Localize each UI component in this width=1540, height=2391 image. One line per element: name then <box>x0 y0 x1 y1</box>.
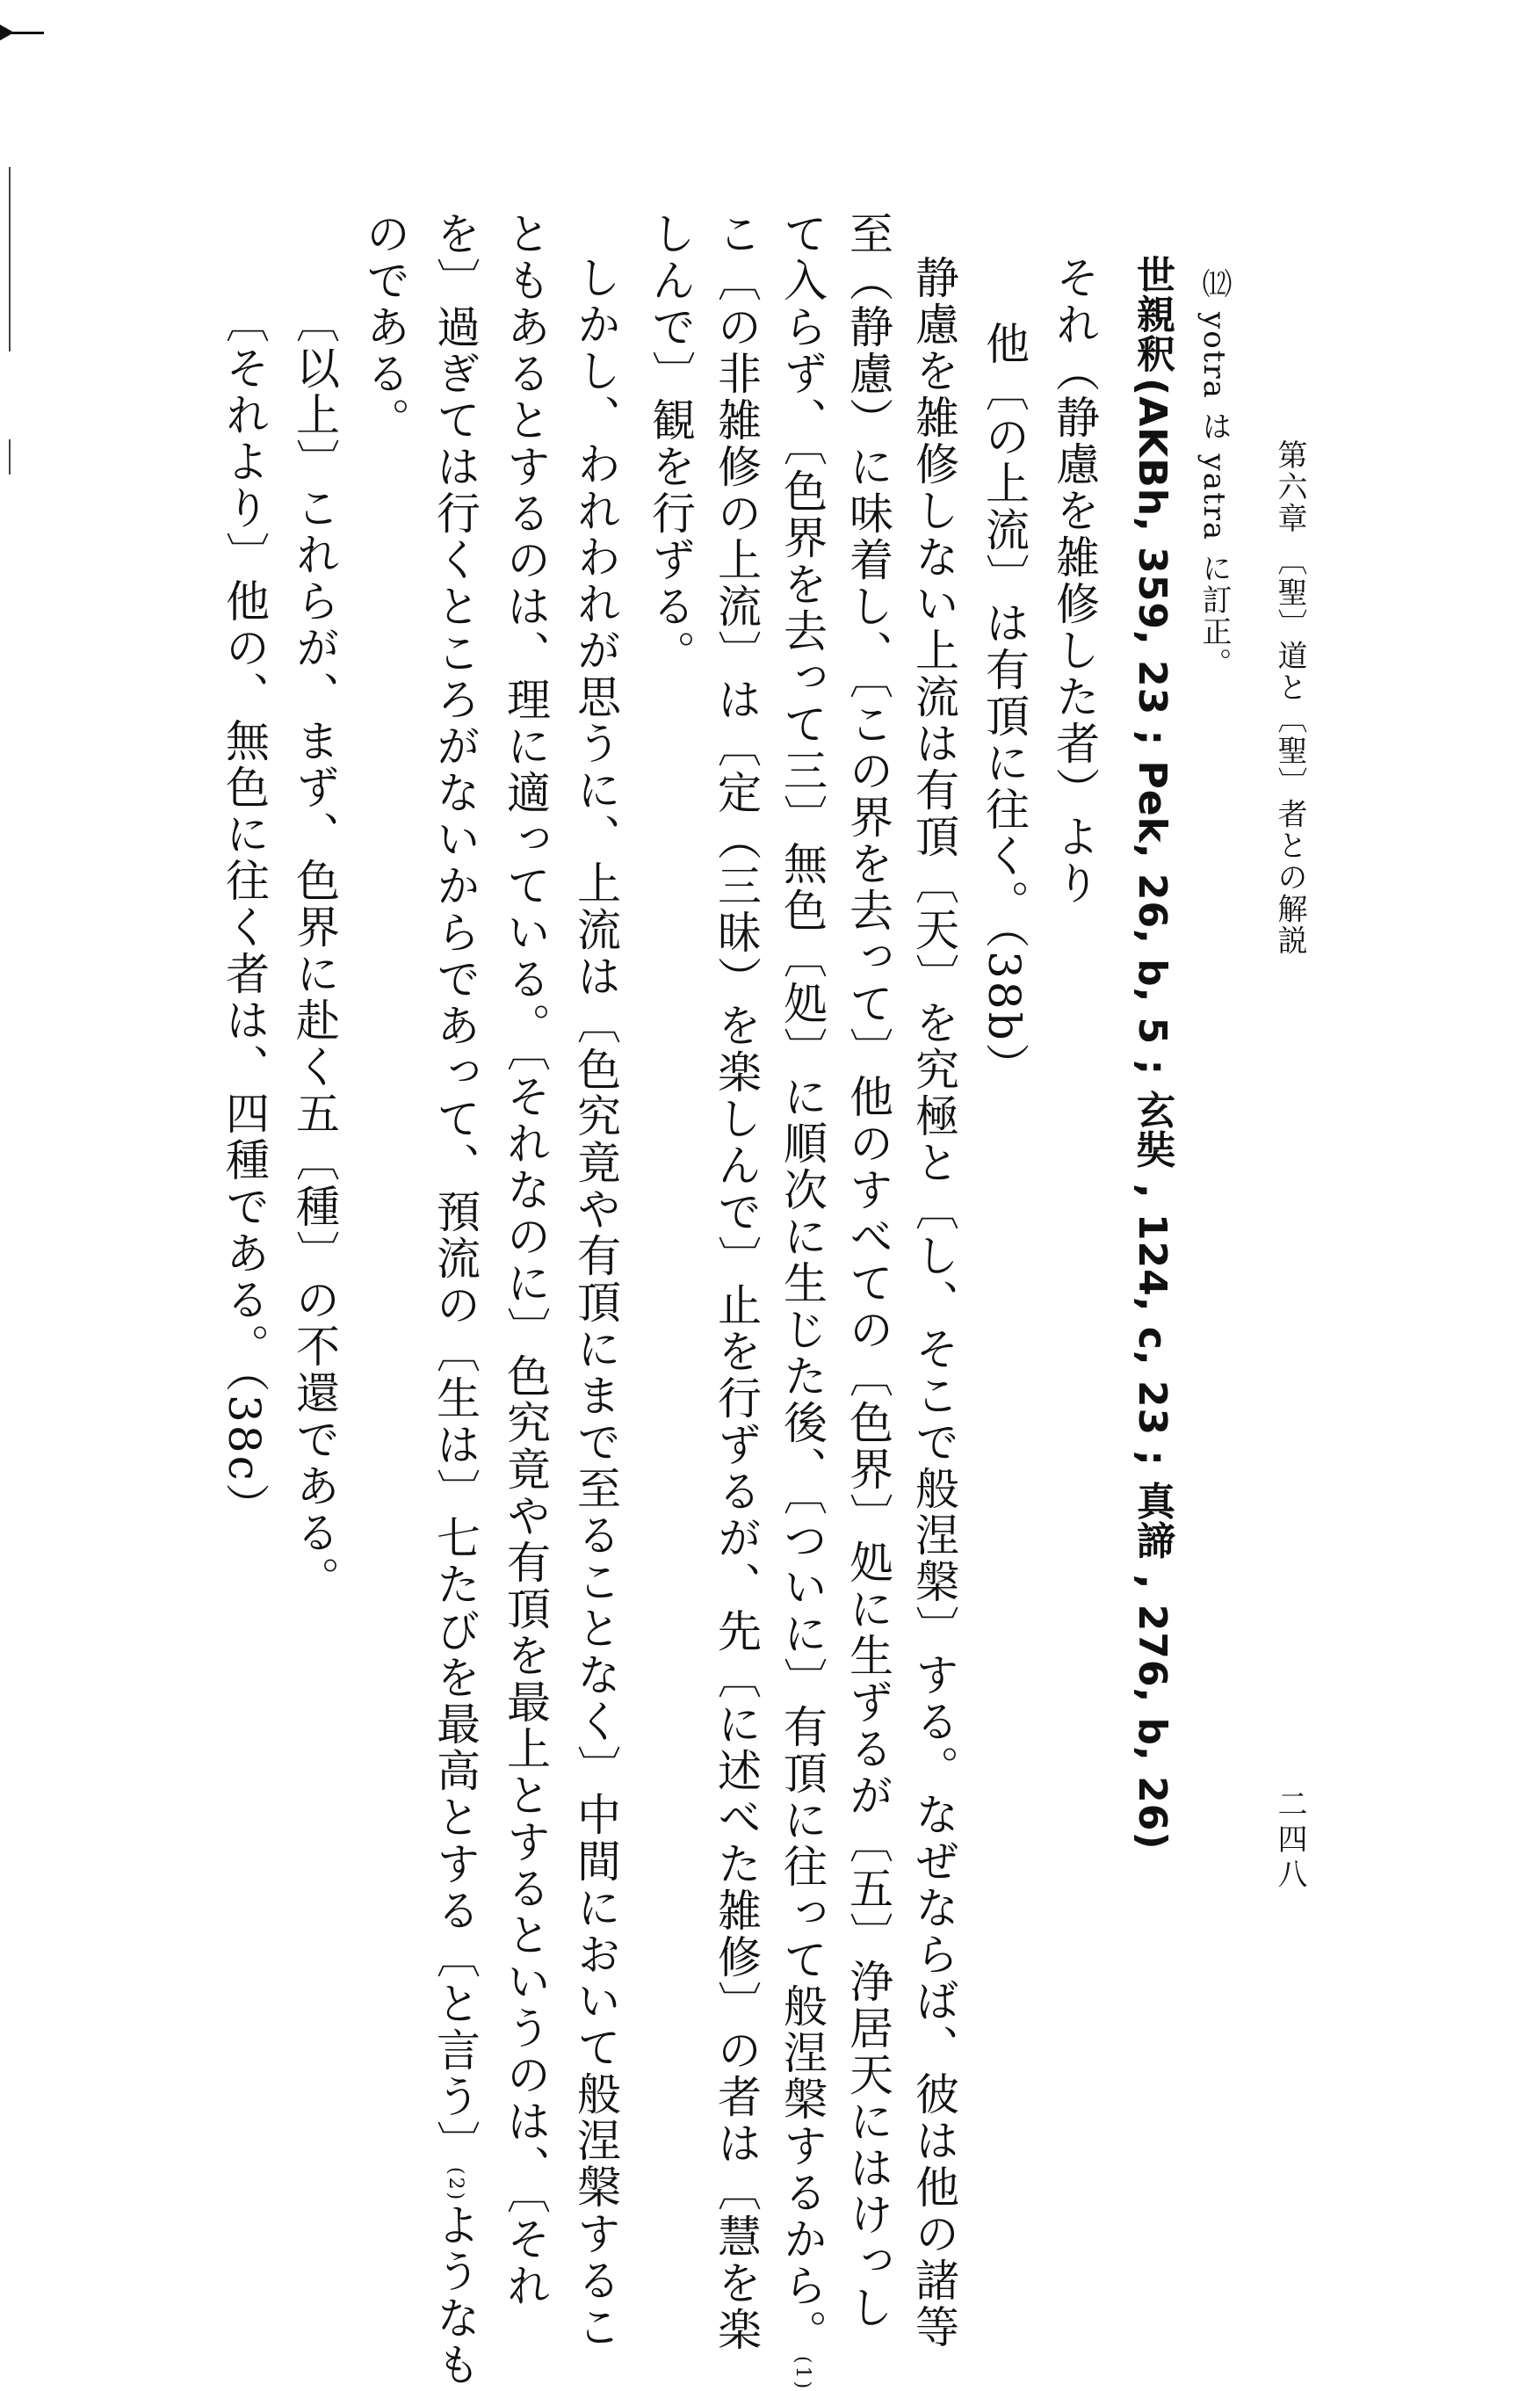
verse-38b-line-1: それ（静慮を雑修した者）より <box>1049 255 1100 907</box>
para2-line-3-tail: ようなも <box>430 2202 481 2389</box>
edge-rule-top <box>9 167 11 351</box>
verse-38c-line-2: 〔それより〕他の、無色に往く者は、四種である。（38c） <box>219 299 270 1530</box>
para2-line-3-text: を〕過ぎては行くところがないからであって、預流の〔生は〕七たびを最高とする〔と言う〕 <box>430 211 481 2167</box>
verse-38b-line-2: 他〔の上流〕は有頂に往く。（38b） <box>979 321 1030 1090</box>
page-number: 二四八 <box>1272 1788 1307 1894</box>
note-text: yotra は yatra に訂正。 <box>1197 312 1232 679</box>
para1-line-5: しんで〕観を行ずる。 <box>645 211 696 677</box>
corner-arrow-mark <box>0 32 44 34</box>
edge-rule-bottom <box>9 439 11 475</box>
para1-line-3-text: て入らず、〔色界を去って三〕無色〔処〕に順次に生じた後、〔ついに〕有頂に往って般涅槃するから。 <box>777 211 828 2356</box>
para1-line-1: 静慮を雑修しない上流は有頂〔天〕を究極と〔し、そこで般涅槃〕する。なぜならば、彼は他の諸等 <box>908 255 959 2351</box>
note-number: ⑿ <box>1197 268 1232 300</box>
section-heading: 世親釈 <box>1130 255 1175 373</box>
citation: (AKBh, 359, 23 ; Pek, 26, b, 5 ; 玄奘 , 124, c, 23 ; 真諦 , 276, b, 26) <box>1130 378 1175 1851</box>
running-header: 第六章 〔聖〕道と〔聖〕者との解説 <box>1272 439 1307 957</box>
para1-line-3 <box>777 211 828 2391</box>
footnote-ref-2: (2) <box>445 2167 466 2203</box>
para2-line-1: しかし、われわれが思うに、上流は〔色究竟や有頂にまで至ることなく〕中間において般涅槃するこ <box>570 255 621 2351</box>
para1-line-2: 至（静慮）に味着し、〔この界を去って〕他のすべての〔色界〕処に生ずるが〔五〕浄居天にはけっし <box>842 211 893 2331</box>
para2-line-3 <box>430 211 481 2389</box>
verse-38c-line-1: 〔以上〕これらが、まず、色界に赴く五〔種〕の不還である。 <box>289 299 340 1603</box>
para2-line-4: のである。 <box>359 211 410 444</box>
para1-line-4: こ〔の非雑修の上流〕は〔定（三昧）を楽しんで〕止を行ずるが、先〔に述べた雑修〕の者は〔慧を楽 <box>711 211 762 2353</box>
para2-line-2: ともあるとするのは、理に適っている。〔それなのに〕色究竟や有頂を最上とするというのは、〔それ <box>500 211 551 2309</box>
footnote-ref-1: (1) <box>792 2356 813 2391</box>
